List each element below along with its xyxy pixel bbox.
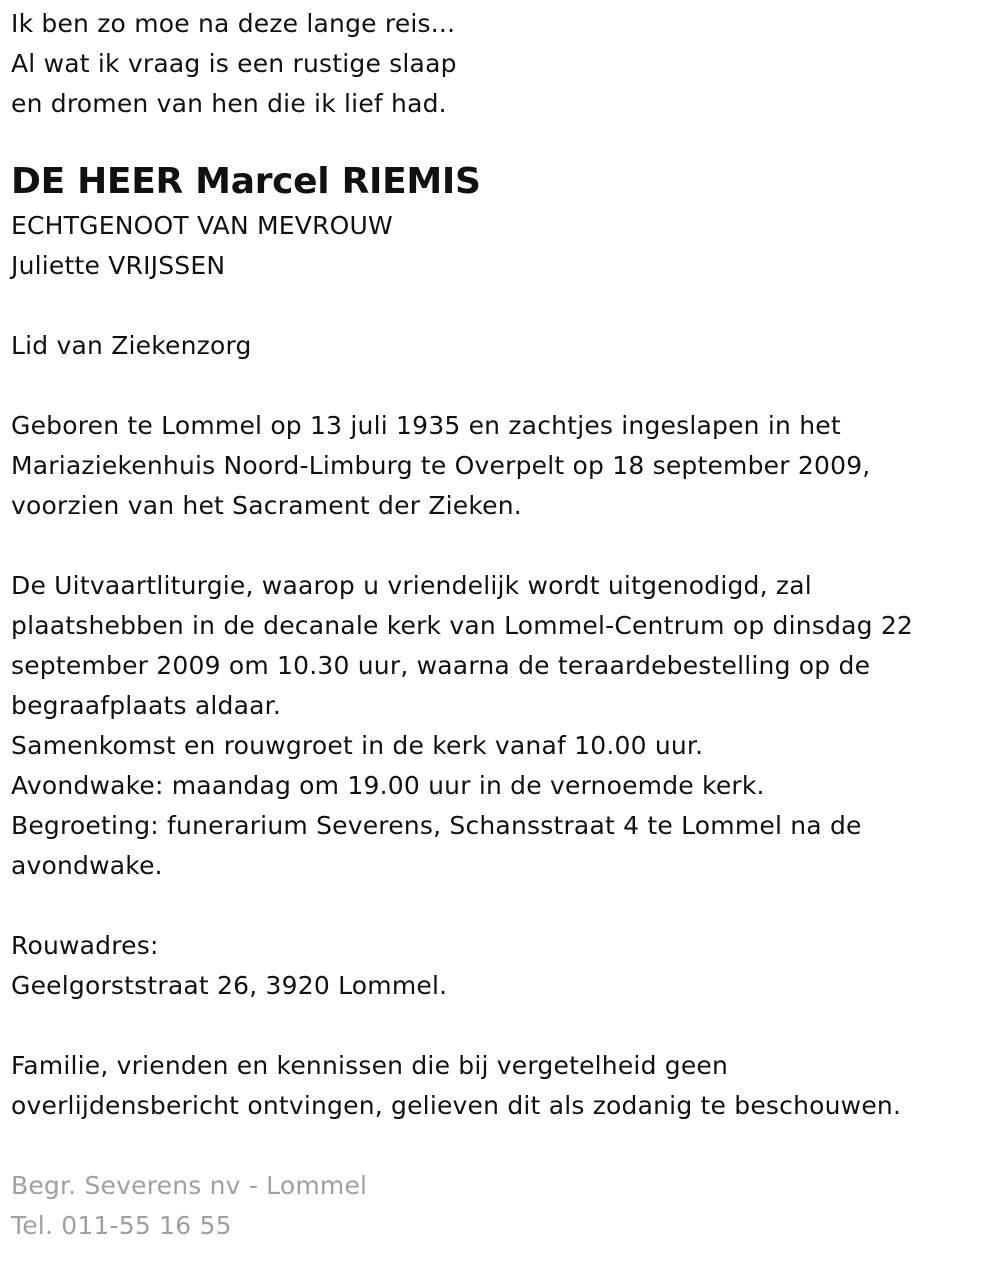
undertaker-footer [11, 1166, 1000, 1246]
deceased-name-heading: DE HEER Marcel RIEMIS [11, 161, 481, 202]
paragraph-line: begraafplaats aldaar. [11, 691, 281, 720]
paragraph-line: Avondwake: maandag om 19.00 uur in de vernoemde kerk. [11, 771, 765, 800]
birth-death-paragraph [11, 406, 1000, 526]
paragraph-line: Familie, vrienden en kennissen die bij vergetelheid geen [11, 1051, 729, 1080]
relation-text: ECHTGENOOT VAN MEVROUW [11, 211, 393, 240]
undertaker-name: Begr. Severens nv - Lommel [11, 1171, 368, 1200]
paragraph-line: Geboren te Lommel op 13 juli 1935 en zachtjes ingeslapen in het [11, 411, 841, 440]
paragraph-line: voorzien van het Sacrament der Zieken. [11, 491, 522, 520]
paragraph-line: avondwake. [11, 851, 163, 880]
poem-line: en dromen van hen die ik lief had. [11, 89, 447, 118]
poem [11, 4, 1000, 124]
spacer [11, 1006, 1000, 1046]
spacer [11, 286, 1000, 326]
membership-text: Lid van Ziekenzorg [11, 331, 252, 360]
spacer [11, 1126, 1000, 1166]
paragraph-line: september 2009 om 10.30 uur, waarna de teraardebestelling op de [11, 651, 871, 680]
poem-line: Al wat ik vraag is een rustige slaap [11, 49, 457, 78]
mourning-address [11, 926, 1000, 1006]
paragraph-line: Samenkomst en rouwgroet in de kerk vanaf 10.00 uur. [11, 731, 704, 760]
paragraph-line: Mariaziekenhuis Noord-Limburg te Overpelt op 18 september 2009, [11, 451, 871, 480]
notice-paragraph [11, 1046, 1000, 1126]
address-value: Geelgorststraat 26, 3920 Lommel. [11, 971, 448, 1000]
paragraph-line: De Uitvaartliturgie, waarop u vriendelijk wordt uitgenodigd, zal [11, 571, 812, 600]
spacer [11, 526, 1000, 566]
funeral-paragraph [11, 566, 1000, 886]
spacer [11, 886, 1000, 926]
poem-line: Ik ben zo moe na deze lange reis... [11, 9, 456, 38]
undertaker-phone: Tel. 011-55 16 55 [11, 1211, 232, 1240]
address-label: Rouwadres: [11, 931, 159, 960]
spacer [11, 366, 1000, 406]
paragraph-line: overlijdensbericht ontvingen, gelieven dit als zodanig te beschouwen. [11, 1091, 902, 1120]
paragraph-line: Begroeting: funerarium Severens, Schansstraat 4 te Lommel na de [11, 811, 862, 840]
spouse-name: Juliette VRIJSSEN [11, 251, 226, 280]
paragraph-line: plaatshebben in de decanale kerk van Lommel-Centrum op dinsdag 22 [11, 611, 914, 640]
